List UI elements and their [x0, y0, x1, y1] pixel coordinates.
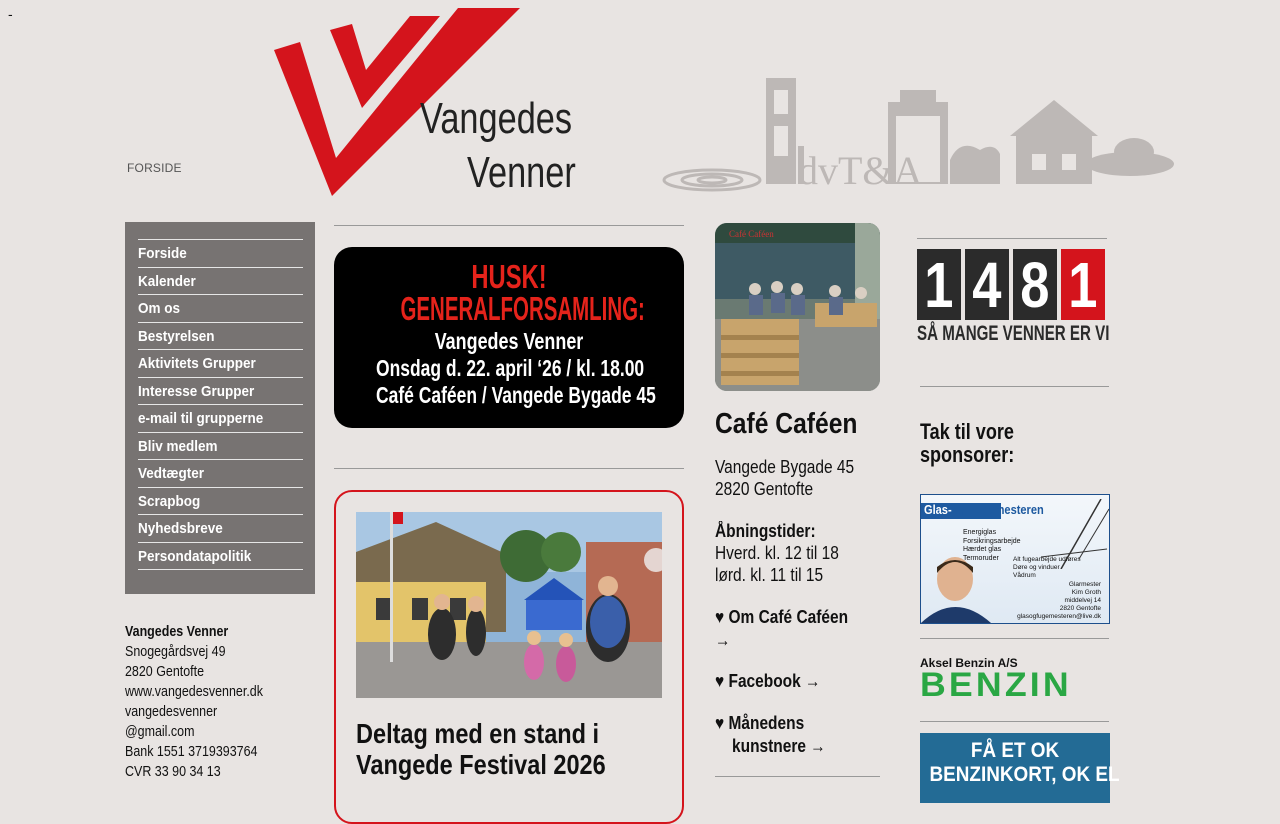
cafe-photo[interactable] — [715, 223, 880, 391]
vangede-skyline-illustration — [660, 76, 1175, 194]
ad-service-list: Energiglas Forsikringsarbejde Hærdet glas Termoruder — [963, 529, 1021, 562]
nav-item-email-grupperne[interactable] — [138, 404, 303, 432]
sponsor-ad-glas-fugemesteren[interactable] — [920, 494, 1110, 624]
benzin-company-name: Aksel Benzin A/S — [920, 656, 1018, 670]
nav-item-label: Bestyrelsen — [138, 327, 215, 345]
address-bank: Bank 1551 3719393764 — [125, 744, 258, 760]
divider — [920, 721, 1109, 722]
nav-item-aktivitets-grupper[interactable] — [138, 349, 303, 377]
generalforsamling-banner[interactable] — [334, 247, 684, 428]
brand-line-2: Venner — [467, 148, 576, 197]
maanedens-kunstnere-link[interactable] — [715, 712, 841, 758]
cafe-address-line-2: 2820 Gentofte — [715, 479, 814, 499]
festival-title-line-1: Deltag med en stand i — [356, 718, 600, 749]
nav-item-label: Persondatapolitik — [138, 547, 252, 565]
header-dash: - — [8, 6, 13, 22]
nav-item-label: Aktivitets Grupper — [138, 355, 256, 372]
nav-item-label: Kalender — [138, 272, 196, 290]
counter-digit: 1 — [917, 249, 961, 320]
nav-item-scrapbog[interactable] — [138, 487, 303, 515]
arrow-right-icon: → — [715, 630, 731, 650]
kunstnere-link-line-1: ♥ Månedens — [715, 713, 805, 733]
nav-item-vedtaegter[interactable] — [138, 459, 303, 487]
nav-item-persondatapolitik[interactable] — [138, 542, 303, 571]
sponsor-ad-aksel-benzin[interactable] — [920, 656, 1110, 704]
cafe-hours-title: Åbningstider: — [715, 521, 816, 541]
om-cafe-link[interactable] — [715, 606, 870, 652]
facebook-link[interactable] — [715, 670, 838, 693]
counter-digit: 4 — [965, 249, 1009, 320]
cafe-opening-hours — [715, 520, 859, 586]
cafe-sign-text: Café Caféen — [729, 229, 774, 239]
cafe-address-line-1: Vangede Bygade 45 — [715, 457, 855, 477]
nav-item-label: Om os — [138, 300, 181, 317]
ad-service-list-2: Alt fugearbejde udføres Døre og vinduer Vådrum — [1013, 556, 1081, 579]
address-web-link[interactable]: www.vangedesvenner.dk — [125, 684, 263, 700]
nav-item-bliv-medlem[interactable] — [138, 432, 303, 460]
festival-photo[interactable] — [356, 512, 662, 698]
nav-item-nyhedsbreve[interactable] — [138, 514, 303, 542]
ad-contact: Glarmester Kim Groth middelvej 14 2820 Gentofte glasogfugemesteren@live.dk — [1017, 581, 1101, 620]
nav-item-om-os[interactable] — [138, 294, 303, 322]
main-navigation — [125, 222, 315, 594]
banner-line-5: Café Caféen / Vangede Bygade 45 — [376, 382, 656, 408]
divider — [334, 468, 684, 469]
address-email-part2[interactable]: @gmail.com — [125, 724, 195, 740]
address-street: Snogegårdsvej 49 — [125, 644, 226, 660]
divider — [334, 225, 684, 226]
nav-item-bestyrelsen[interactable] — [138, 322, 303, 350]
benzin-logo-text: BENZIN — [920, 666, 1072, 704]
cafe-address — [715, 456, 877, 500]
banner-line-4: Onsdag d. 22. april ‘26 / kl. 18.00 — [376, 355, 645, 381]
address-city: 2820 Gentofte — [125, 664, 205, 680]
banner-line-3: Vangedes Venner — [434, 328, 584, 354]
skyline-text: dvT&A — [798, 148, 923, 193]
ok-ad-line-1: FÅ ET OK — [970, 739, 1060, 762]
banner-line-2: GENERALFORSAMLING: — [400, 290, 645, 327]
nav-item-forside[interactable] — [138, 239, 303, 267]
sponsors-heading — [920, 420, 1035, 466]
address-cvr: CVR 33 90 34 13 — [125, 764, 221, 780]
banner-line-1: HUSK! — [471, 258, 547, 295]
counter-label: SÅ MANGE VENNER ER VI — [917, 322, 1110, 345]
cafe-hours-saturday: lørd. kl. 11 til 15 — [715, 565, 824, 585]
nav-item-label: Bliv medlem — [138, 437, 218, 455]
forside-top-link[interactable]: FORSIDE — [127, 161, 182, 175]
divider — [920, 386, 1109, 387]
brand-line-1: Vangedes — [420, 94, 573, 143]
counter-digit: 8 — [1013, 249, 1057, 320]
facebook-link-label: ♥ Facebook → — [715, 671, 821, 691]
divider — [917, 238, 1107, 239]
festival-photo-illustration — [356, 512, 662, 698]
nav-item-label: Interesse Grupper — [138, 382, 255, 400]
festival-card[interactable] — [334, 490, 684, 824]
nav-item-interesse-grupper[interactable] — [138, 377, 303, 405]
om-cafe-link-label: ♥ Om Café Caféen — [715, 607, 849, 627]
cafe-title: Café Caféen — [715, 408, 858, 440]
sponsor-ad-ok-benzinkort[interactable] — [920, 733, 1120, 803]
nav-item-label: e-mail til grupperne — [138, 410, 264, 427]
divider — [715, 776, 880, 777]
site-brand — [420, 92, 615, 200]
nav-item-label: Scrapbog — [138, 492, 201, 510]
nav-item-kalender[interactable] — [138, 267, 303, 295]
nav-item-label: Nyhedsbreve — [138, 520, 223, 537]
ad-glas-title: Glas-og Fugemesteren — [924, 502, 1044, 517]
sponsors-heading-line-2: sponsorer: — [920, 442, 1015, 467]
cafe-photo-illustration — [715, 223, 880, 391]
cafe-hours-weekdays: Hverd. kl. 12 til 18 — [715, 543, 839, 563]
kunstnere-link-line-2: kunstnere → — [732, 736, 826, 756]
nav-item-label: Forside — [138, 245, 187, 262]
sponsors-heading-line-1: Tak til vore — [920, 419, 1014, 444]
contact-address — [125, 622, 285, 782]
member-counter — [917, 249, 1110, 346]
divider — [920, 638, 1109, 639]
address-email-part1[interactable]: vangedesvenner — [125, 704, 218, 720]
festival-title[interactable] — [356, 718, 606, 780]
address-name: Vangedes Venner — [125, 624, 229, 640]
ok-ad-line-2: BENZINKORT, OK EL — [929, 763, 1120, 786]
festival-title-line-2: Vangede Festival 2026 — [356, 749, 606, 780]
counter-digit: 1 — [1061, 249, 1105, 320]
nav-item-label: Vedtægter — [138, 465, 205, 482]
